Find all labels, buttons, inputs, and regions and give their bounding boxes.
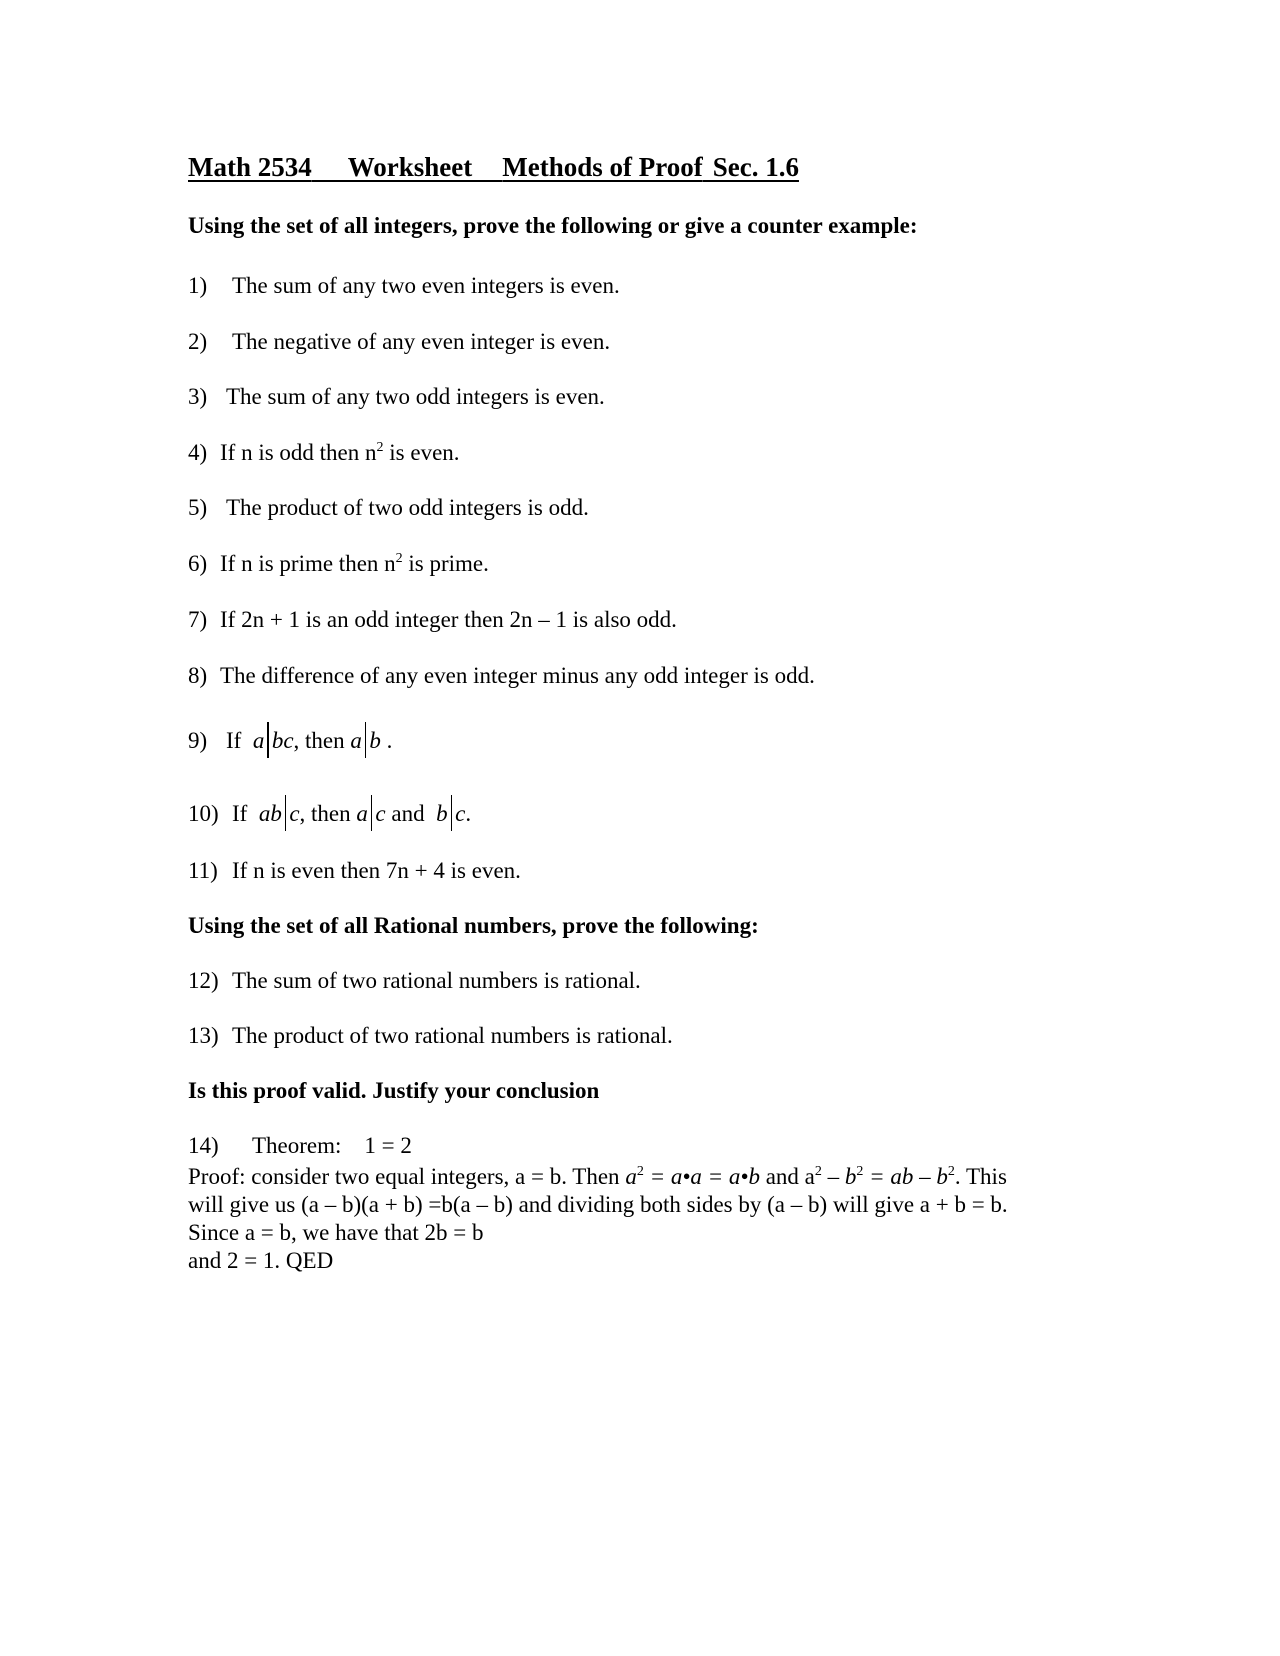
topic-label: Methods of Proof <box>502 152 703 182</box>
section-label: Sec. 1.6 <box>712 152 799 182</box>
proof-line-2: will give us (a – b)(a + b) =b(a – b) and dividing both sides by (a – b) will give a + b = b. <box>188 1192 1008 1217</box>
section1-heading: Using the set of all integers, prove the following or give a counter example: <box>188 213 918 238</box>
page-title <box>188 150 799 184</box>
problem-14-theorem: 14) Theorem: 1 = 2 <box>188 1133 412 1158</box>
problem-10: 10) If ab c, then a c and b c. <box>188 795 471 831</box>
problem-6: 6) If n is prime then $n^2$ is prime. <box>188 551 489 576</box>
section2-heading: Using the set of all Rational numbers, prove the following: <box>188 913 759 938</box>
divides-bar <box>371 795 373 831</box>
problem-1: 1) The sum of any two even integers is even. <box>188 273 620 298</box>
problem-4: 4) If n is odd then $n^2$ is even. <box>188 440 460 465</box>
proof-line-4: and 2 = 1. QED <box>188 1248 334 1273</box>
problem-12: 12) The sum of two rational numbers is rational. <box>188 968 641 993</box>
problem-3: 3) The sum of any two odd integers is even. <box>188 384 605 409</box>
proof-line-1: Proof: consider two equal integers, a = b. Then $a^2$ = a•a = a•b and $a^2 - b^2$ = ab – $b^2$. This <box>188 1164 1007 1189</box>
course-label: Math 2534 <box>188 152 312 182</box>
doc-type-label: Worksheet <box>347 152 473 182</box>
problem-7: 7) If 2n + 1 is an odd integer then 2n – 1 is also odd. <box>188 607 677 632</box>
divides-bar <box>267 722 269 758</box>
divides-bar <box>451 795 453 831</box>
section3-heading: Is this proof valid. Justify your conclusion <box>188 1078 600 1103</box>
proof-line-3: Since a = b, we have that 2b = b <box>188 1220 484 1245</box>
problem-9: 9) If a bc, then a b . <box>188 722 392 758</box>
problem-2: 2) The negative of any even integer is even. <box>188 329 611 354</box>
problem-5: 5) The product of two odd integers is odd. <box>188 495 589 520</box>
problem-8: 8) The difference of any even integer minus any odd integer is odd. <box>188 663 815 688</box>
divides-bar <box>285 795 287 831</box>
problem-11: 11) If n is even then 7n + 4 is even. <box>188 858 521 883</box>
divides-bar <box>365 722 367 758</box>
problem-13: 13) The product of two rational numbers is rational. <box>188 1023 673 1048</box>
